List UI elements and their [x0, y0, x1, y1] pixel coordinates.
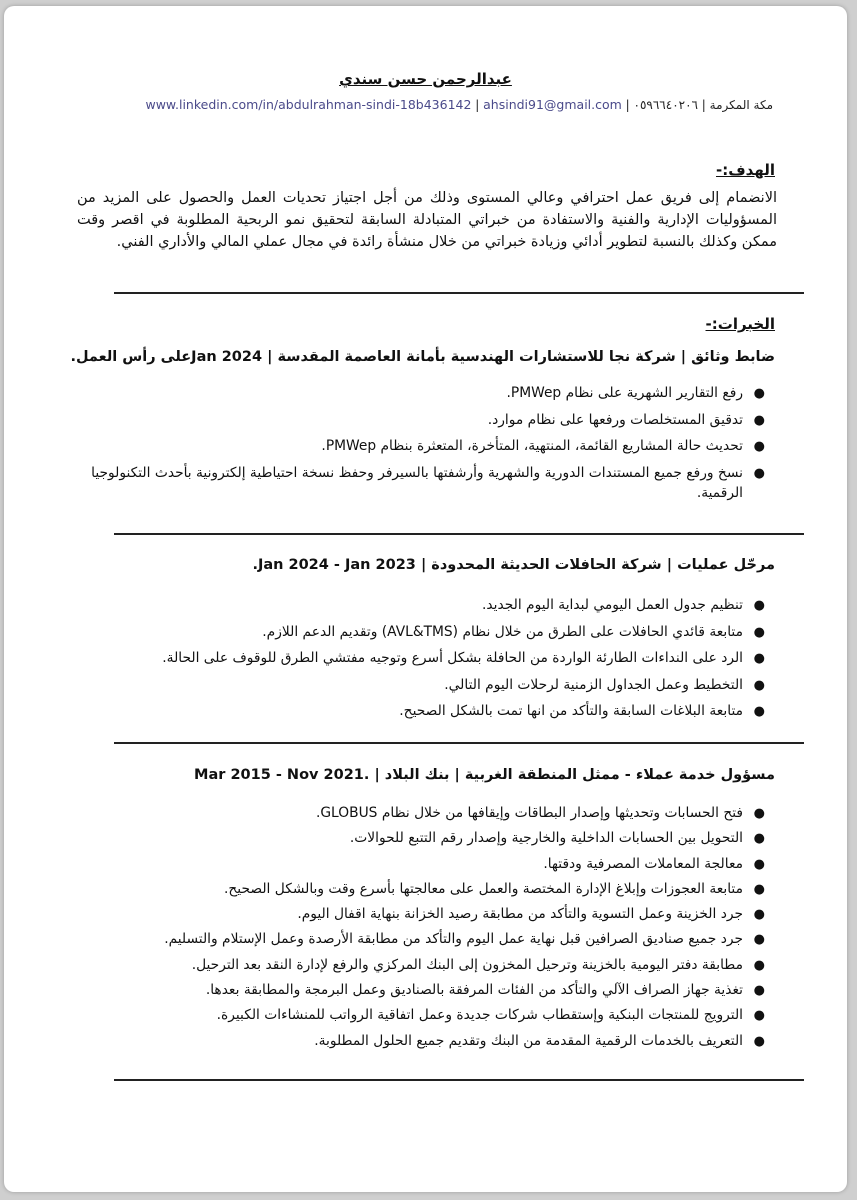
objective-heading: الهدف:- [716, 161, 775, 179]
phone-number[interactable]: ٠٥٩٦٦٤٠٢٠٦ [633, 98, 698, 112]
bullet-icon: ● [753, 386, 765, 401]
bullet-icon: ● [753, 1033, 765, 1049]
bullet-icon: ● [753, 412, 765, 428]
list-item: ● متابعة قائدي الحافلات على الطرق من خلال نظام (AVL&TMS) وتقديم الدعم اللازم. [85, 622, 775, 642]
list-item: ● معالجة المعاملات المصرفية ودقتها. [85, 854, 775, 874]
bullet-icon: ● [753, 598, 765, 613]
job-3-duties [85, 803, 775, 1056]
contact-line: مكة المكرمة | ٠٥٩٦٦٤٠٢٠٦ | ahsindi91@gmail.com | www.linkedin.com/in/abdulrahman-sindi-18b436142 [145, 97, 773, 112]
experience-heading: الخبرات:- [705, 315, 775, 333]
section-divider [114, 1079, 804, 1081]
bullet-icon: ● [753, 1008, 765, 1024]
objective-text: الانضمام إلى فريق عمل احترافي وعالي المستوى وذلك من أجل اجتياز تحديات العمل والحصول على المزيد من المسؤوليات الإدارية والفنية والاستفادة من خبراتي المتبادلة السابقة لتحقيق نمو الربحية المطلوبة في اقصر وقت ممكن وكذلك بالنسبة لتطوير أدائي وزيادة خبراتي من خلال منشأة رائدة في مجال عملي المالي والأداري الفني. [77, 190, 777, 250]
list-item: ● التعريف بالخدمات الرقمية المقدمة من البنك وتقديم جميع الحلول المطلوبة. [85, 1031, 775, 1051]
job-1-duties [85, 383, 775, 509]
city: مكة المكرمة [709, 98, 773, 112]
bullet-icon: ● [753, 651, 765, 666]
list-item: ● التحويل بين الحسابات الداخلية والخارجية وإصدار رقم التتبع للحوالات. [85, 828, 775, 848]
list-item: ● فتح الحسابات وتحديثها وإصدار البطاقات وإيقافها من خلال نظام GLOBUS. [85, 803, 775, 823]
bullet-icon: ● [753, 957, 765, 973]
list-item: ● متابعة البلاغات السابقة والتأكد من انها تمت بالشكل الصحيح. [85, 701, 775, 721]
list-item: ● جرد الخزينة وعمل التسوية والتأكد من مطابقة رصيد الخزانة بنهاية اقفال اليوم. [85, 904, 775, 924]
bullet-icon: ● [753, 439, 765, 454]
job-title-2: مرحّل عمليات | شركة الحافلات الحديثة المحدودة | Jan 2024 - Jan 2023. [252, 557, 775, 573]
resume-page [4, 6, 847, 1192]
list-item: ● تحديث حالة المشاريع القائمة، المنتهية، المتأخرة، المتعثرة بنظام PMWep. [85, 436, 775, 456]
list-item: ● متابعة العجوزات وإبلاغ الإدارة المختصة والعمل على معالجتها بأسرع وقت وبالشكل الصحيح. [85, 879, 775, 899]
section-divider [114, 742, 804, 744]
list-item: ● رفع التقارير الشهرية على نظام PMWep. [85, 383, 775, 403]
list-item: ● تدقيق المستخلصات ورفعها على نظام موارد. [85, 410, 775, 430]
list-item: ● نسخ ورفع جميع المستندات الدورية والشهرية وأرشفتها بالسيرفر وحفظ نسخة احتياطية إلكترونية بأحدث التكنولوجيا الرقمية. [91, 464, 765, 501]
linkedin-link[interactable]: www.linkedin.com/in/abdulrahman-sindi-18b436142 [145, 97, 472, 112]
job-title-3: مسؤول خدمة عملاء - ممثل المنطقة الغربية | بنك البلاد | .Mar 2015 - Nov 2021 [194, 767, 775, 783]
list-item: ● الترويج للمنتجات البنكية وإستقطاب شركات جديدة وعمل اتفاقية الرواتب للمنشاءات الكبيرة. [85, 1005, 775, 1025]
list-item: ● جرد جميع صناديق الصرافين قبل نهاية عمل اليوم والتأكد من مطابقة الأرصدة وعمل الإستلام والتسليم. [85, 929, 775, 949]
list-item: ● تنظيم جدول العمل اليومي لبداية اليوم الجديد. [85, 595, 775, 615]
candidate-name: عبدالرحمن حسن سندي [339, 70, 512, 88]
job-title-1: ضابط وثائق | شركة نجا للاستشارات الهندسية بأمانة العاصمة المقدسة | Jan 2024على رأس العمل. [70, 349, 775, 365]
bullet-icon: ● [753, 881, 765, 897]
bullet-icon: ● [753, 831, 765, 847]
section-divider [114, 533, 804, 535]
list-item: ● مطابقة دفتر اليومية بالخزينة وترحيل المخزون إلى البنك المركزي والرفع لإدارة النقد بعد الترحيل. [85, 955, 775, 975]
bullet-icon: ● [753, 932, 765, 948]
email-link[interactable]: ahsindi91@gmail.com [483, 97, 622, 112]
list-item: ● الرد على النداءات الطارئة الواردة من الحافلة بشكل أسرع وتوجيه مفتشي الطرق للوقوف على الحالة. [85, 648, 775, 668]
bullet-icon: ● [753, 806, 765, 821]
section-divider [114, 292, 804, 294]
list-item: ● التخطيط وعمل الجداول الزمنية لرحلات اليوم التالي. [85, 675, 775, 695]
bullet-icon: ● [753, 983, 765, 999]
job-2-duties [85, 595, 775, 728]
bullet-icon: ● [753, 465, 765, 481]
bullet-icon: ● [753, 677, 765, 693]
bullet-icon: ● [753, 704, 765, 719]
list-item: ● تغذية جهاز الصراف الآلي والتأكد من الفئات المرفقة بالصناديق وعمل البرمجة والمطابقة بعدها. [85, 980, 775, 1000]
bullet-icon: ● [753, 907, 765, 923]
bullet-icon: ● [753, 624, 765, 640]
bullet-icon: ● [753, 856, 765, 872]
